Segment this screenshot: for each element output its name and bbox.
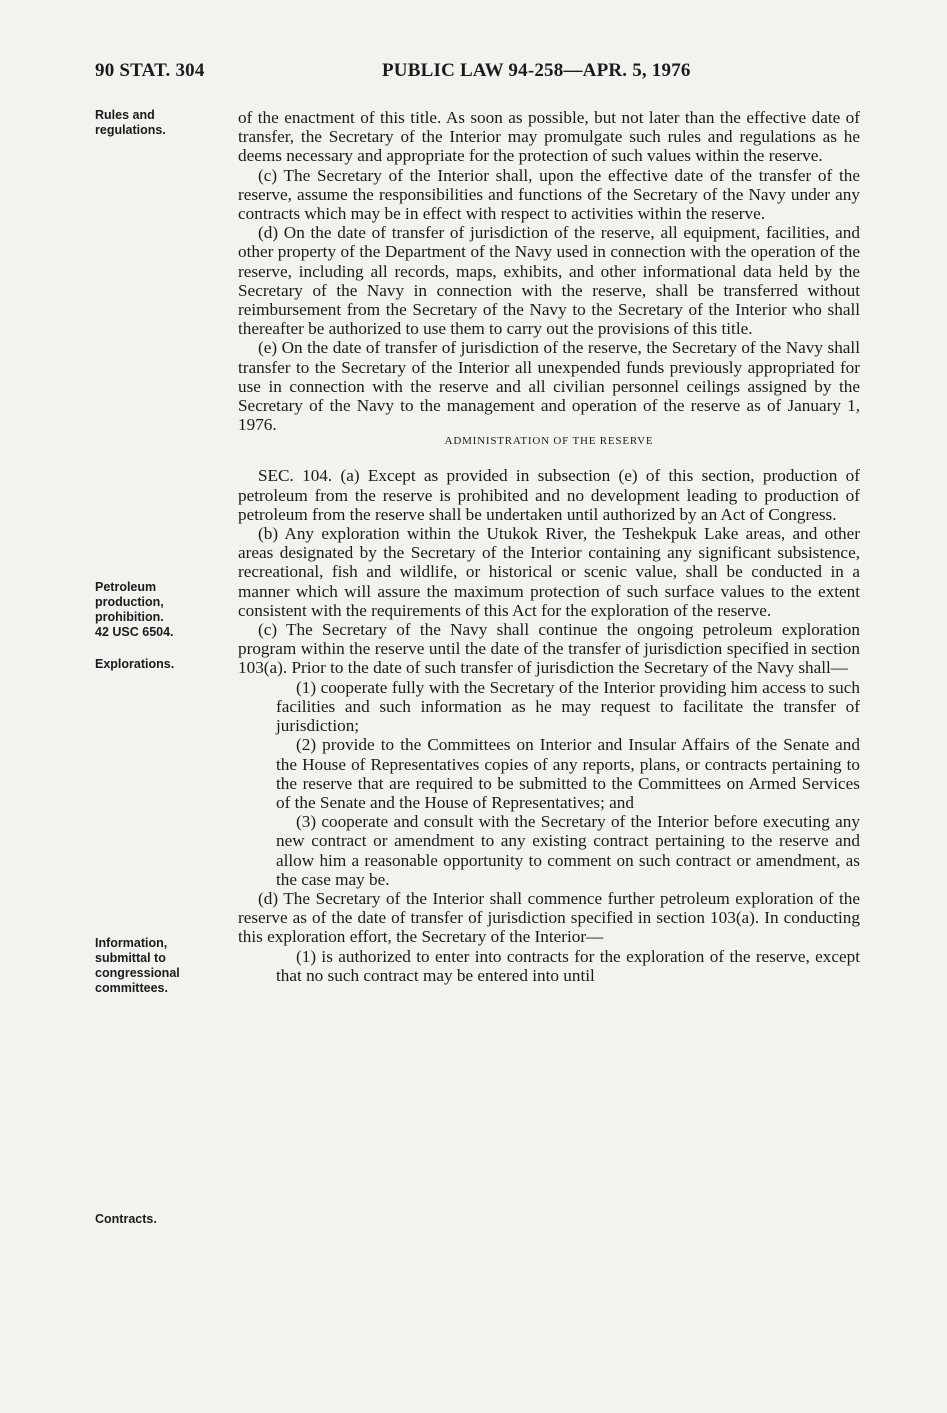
margin-note-line: submittal to (95, 951, 166, 965)
margin-note-line: prohibition. (95, 610, 164, 624)
margin-note-rules (95, 108, 220, 138)
statute-body (238, 108, 860, 985)
stat-page-number: 90 STAT. 304 (95, 60, 205, 81)
paragraph-e: (e) On the date of transfer of jurisdiction of the reserve, the Secretary of the Navy shall transfer to the Secretary of the Interior all unexpended funds previously appropriated for use in connection with the reserve and all civilian personnel ceilings assigned by the Secretary of the Navy to the management and operation of the reserve as of January 1, 1976. (238, 338, 860, 435)
margin-note-line: production, (95, 595, 164, 609)
section-104-c-1: (1) cooperate fully with the Secretary of the Interior providing him access to such facilities and such information as he may request to facilitate the transfer of jurisdiction; (276, 677, 860, 736)
section-104-a: SEC. 104. (a) Except as provided in subsection (e) of this section, production of petroleum from the reserve is prohibited and no development leading to production of petroleum from the reserve shall be undertaken until authorized by an Act of Congress. (238, 466, 860, 524)
margin-note-line: committees. (95, 981, 168, 995)
law-title-header: PUBLIC LAW 94-258—APR. 5, 1976 (382, 60, 691, 81)
section-104-b: (b) Any exploration within the Utukok River, the Teshekpuk Lake areas, and other areas designated by the Secretary of the Interior containing any significant subsistence, recreational, fish and wildlife, or historical or scenic value, shall be conducted in a manner which will assure the maximum protection of such surface values to the extent consistent with the requirements of this Act for the exploration of the reserve. (238, 524, 860, 620)
margin-note-line: Rules and (95, 108, 155, 122)
margin-note-contracts (95, 1212, 220, 1227)
section-104-c-3: (3) cooperate and consult with the Secretary of the Interior before executing any new contract or amendment to any existing contract pertaining to the reserve and allow him a reasonable opportunity to comment on such contract or amendment, as the case may be. (276, 812, 860, 889)
margin-note-line: Contracts. (95, 1212, 157, 1226)
margin-note-line: Petroleum (95, 580, 157, 594)
section-104-c-2: (2) provide to the Committees on Interior and Insular Affairs of the Senate and the House of Representatives copies of any reports, plans, or contracts pertaining to the reserve that are required to be submitted to the Committees on Armed Services of the Senate and the House of Representatives; and (276, 735, 860, 812)
section-104-c: (c) The Secretary of the Navy shall continue the ongoing petroleum exploration program within the reserve until the date of the transfer of jurisdiction specified in section 103(a). Prior to the date of such transfer of jurisdiction the Secretary of the Navy shall— (238, 620, 860, 678)
section-104-d-1: (1) is authorized to enter into contracts for the exploration of the reserve, except that no such contract may be entered into until (276, 946, 860, 985)
paragraph-c: (c) The Secretary of the Interior shall, upon the effective date of the transfer of the reserve, assume the responsibilities and functions of the Secretary of the Navy under any contracts which may be in effect with respect to activities within the reserve. (238, 165, 860, 224)
margin-note-explorations (95, 657, 220, 672)
section-heading: ADMINISTRATION OF THE RESERVE (444, 435, 654, 448)
margin-note-line: congressional (95, 966, 180, 980)
margin-note-line: regulations. (95, 123, 166, 137)
margin-note-line: Information, (95, 936, 168, 950)
paragraph-d: (d) On the date of transfer of jurisdiction of the reserve, all equipment, facilities, and other property of the Department of the Navy used in connection with the operation of the reserve, including all records, maps, exhibits, and other informational data held by the Secretary of the Navy in connection with the reserve, shall be transferred without reimbursement from the Secretary of the Navy to the Secretary of the Interior who shall thereafter be authorized to use them to carry out the provisions of this title. (238, 223, 860, 339)
margin-note-line: 42 USC 6504. (95, 625, 174, 639)
margin-note-petroleum (95, 580, 220, 640)
margin-note-information (95, 936, 220, 996)
paragraph-continuation: of the enactment of this title. As soon as possible, but not later than the effective date of transfer, the Secretary of the Interior may promulgate such rules and regulations as he deems necessary and appropriate for the protection of such values within the reserve. (238, 108, 860, 166)
margin-note-line: Explorations. (95, 657, 175, 671)
section-104-d: (d) The Secretary of the Interior shall commence further petroleum exploration of the reserve as of the date of transfer of jurisdiction specified in section 103(a). In conducting this exploration effort, the Secretary of the Interior— (238, 888, 860, 947)
